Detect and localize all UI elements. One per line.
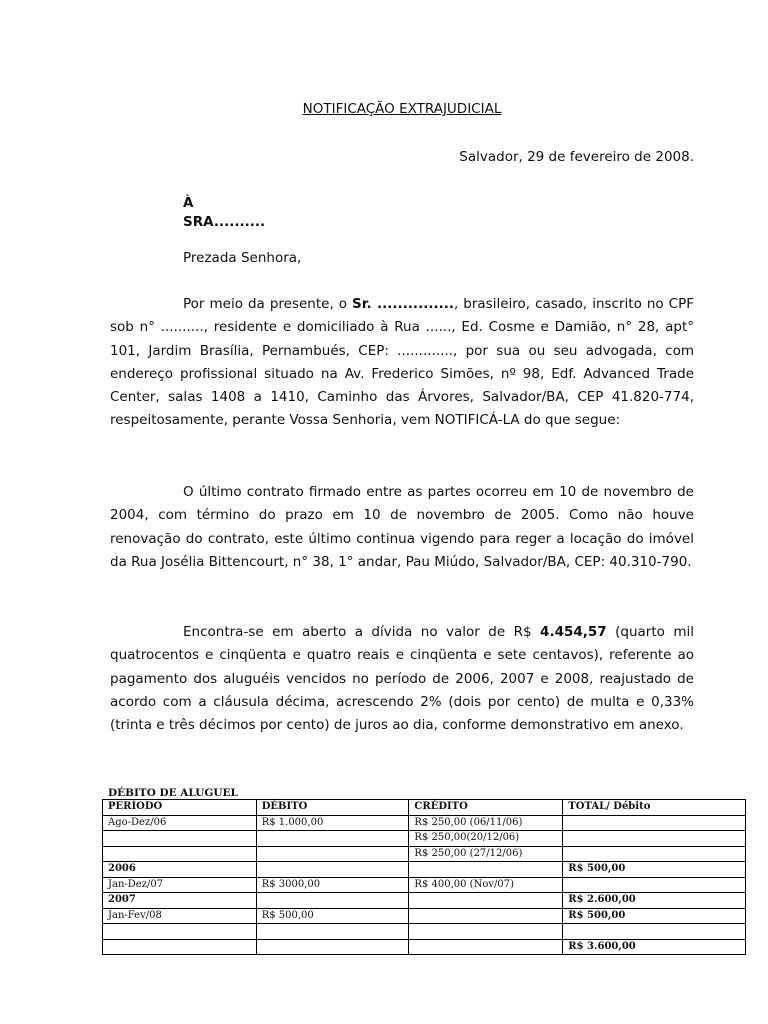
cell-periodo: Jan-Fev/08 <box>103 908 257 924</box>
paragraph-1-before: Por meio da presente, o <box>183 296 353 312</box>
table-title: DÉBITO DE ALUGUEL <box>108 787 238 799</box>
cell-total <box>563 924 746 940</box>
cell-debito <box>256 846 409 862</box>
cell-credito: R$ 250,00(20/12/06) <box>409 831 563 847</box>
cell-debito: R$ 500,00 <box>256 908 409 924</box>
cell-periodo <box>103 831 257 847</box>
cell-debito <box>256 924 409 940</box>
cell-total: R$ 3.600,00 <box>563 939 746 955</box>
salutation: Prezada Senhora, <box>183 250 302 266</box>
addressee-line2: SRA.......... <box>183 214 266 230</box>
addressee-line1: À <box>183 195 194 211</box>
cell-credito <box>409 862 563 878</box>
cell-debito: R$ 3000,00 <box>256 877 409 893</box>
header-credito: CRÉDITO <box>409 800 563 816</box>
paragraph-3-bold: 4.454,57 <box>540 624 607 640</box>
cell-periodo: 2006 <box>103 862 257 878</box>
cell-total: R$ 2.600,00 <box>563 893 746 909</box>
table-row <box>103 815 746 831</box>
table-row <box>103 908 746 924</box>
date-line: Salvador, 29 de fevereiro de 2008. <box>459 149 694 165</box>
header-periodo: PERÍODO <box>103 800 257 816</box>
cell-total <box>563 815 746 831</box>
cell-periodo: 2007 <box>103 893 257 909</box>
cell-credito <box>409 893 563 909</box>
cell-total <box>563 831 746 847</box>
paragraph-1 <box>110 293 694 433</box>
cell-total <box>563 877 746 893</box>
cell-debito: R$ 1.000,00 <box>256 815 409 831</box>
cell-periodo <box>103 846 257 862</box>
document-title: NOTIFICAÇÃO EXTRAJUDICIAL <box>302 101 502 117</box>
cell-credito <box>409 939 563 955</box>
cell-total: R$ 500,00 <box>563 908 746 924</box>
paragraph-3-after: (quarto mil quatrocentos e cinqüenta e quatro reais e cinqüenta e sete centavos), referente ao pagamento dos aluguéis vencidos no período de 2006, 2007 e 2008, reajustado de acordo com a cláusula décima, acrescendo 2% (dois por cento) de multa e 0,33% (trinta e três décimos por cento) de juros ao dia, conforme demonstrativo em anexo. <box>110 624 694 734</box>
cell-debito <box>256 831 409 847</box>
cell-credito: R$ 250,00 (06/11/06) <box>409 815 563 831</box>
cell-periodo <box>103 939 257 955</box>
cell-credito <box>409 924 563 940</box>
paragraph-1-after: , brasileiro, casado, inscrito no CPF sob n° .........., residente e domiciliado à Rua ......, Ed. Cosme e Damião, n° 28, apt° 101, Jardim Brasília, Pernambués, CEP: ............., por sua ou seu advogada, com endereço profissional situado na Av. Frederico Simões, nº 98, Edf. Advanced Trade Center, salas 1408 a 1410, Caminho das Árvores, Salvador/BA, CEP 41.820-774, respeitosamente, perante Vossa Senhoria, vem NOTIFICÁ-LA do que segue: <box>110 296 694 429</box>
cell-credito: R$ 400,00 (Nov/07) <box>409 877 563 893</box>
header-debito: DÉBITO <box>256 800 409 816</box>
table-row <box>103 831 746 847</box>
debt-table <box>102 799 746 955</box>
cell-total: R$ 500,00 <box>563 862 746 878</box>
cell-total <box>563 846 746 862</box>
table-row <box>103 893 746 909</box>
paragraph-3-before: Encontra-se em aberto a dívida no valor de R$ <box>183 624 541 640</box>
table-row <box>103 939 746 955</box>
cell-credito: R$ 250,00 (27/12/06) <box>409 846 563 862</box>
cell-periodo: Ago-Dez/06 <box>103 815 257 831</box>
cell-periodo: Jan-Dez/07 <box>103 877 257 893</box>
cell-debito <box>256 893 409 909</box>
table-row <box>103 877 746 893</box>
paragraph-3 <box>110 621 694 737</box>
paragraph-1-bold: Sr. ............... <box>352 296 454 312</box>
table-row <box>103 846 746 862</box>
cell-credito <box>409 908 563 924</box>
addressee <box>183 194 265 232</box>
table-row <box>103 924 746 940</box>
table-row <box>103 862 746 878</box>
cell-periodo <box>103 924 257 940</box>
paragraph-2: O último contrato firmado entre as partes ocorreu em 10 de novembro de 2004, com término do prazo em 10 de novembro de 2005. Como não houve renovação do contrato, este último continua vigendo para reger a locação do imóvel da Rua Josélia Bittencourt, n° 38, 1° andar, Pau Miúdo, Salvador/BA, CEP: 40.310-790. <box>110 484 694 570</box>
header-total: TOTAL/ Débito <box>563 800 746 816</box>
table-header-row <box>103 800 746 816</box>
cell-debito <box>256 862 409 878</box>
cell-debito <box>256 939 409 955</box>
